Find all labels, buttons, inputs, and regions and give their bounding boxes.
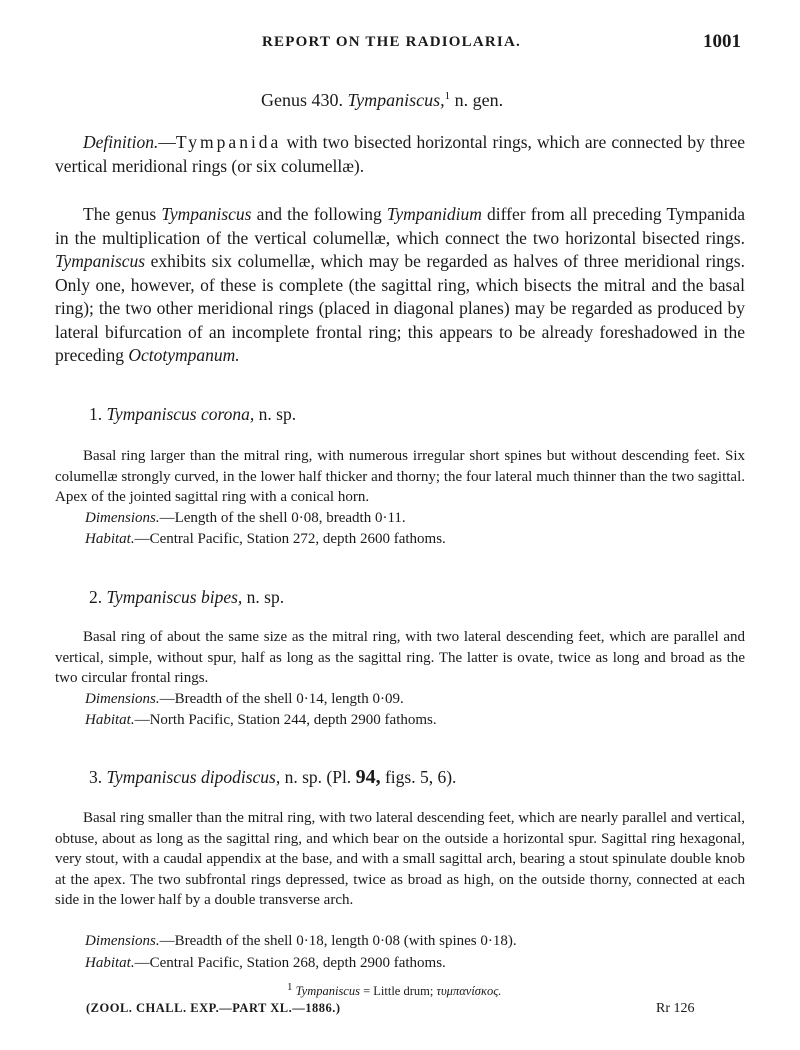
species-2-dimensions-label: Dimensions. [85, 691, 160, 707]
species-2-heading [89, 587, 284, 608]
species-2-dimensions-value: —Breadth of the shell 0·14, length 0·09. [159, 691, 404, 707]
species-1-name: Tympaniscus corona, [106, 404, 255, 424]
genus-prefix: Genus 430. [261, 90, 343, 110]
definition-paragraph [55, 131, 745, 178]
intro-text-1: The genus [83, 204, 162, 224]
footnote-mark: 1 [287, 980, 293, 993]
footnote [287, 980, 502, 999]
page-number: 1001 [703, 31, 741, 52]
species-2-number: 2. [89, 587, 103, 607]
species-2-habitat-value: —North Pacific, Station 244, depth 2900 fathoms. [134, 712, 437, 728]
definition-label: Definition. [83, 132, 159, 152]
species-2-description: Basal ring of about the same size as the mitral ring, with two lateral descending feet, which are parallel and vertical, simple, without spur, half as long as the sagittal ring. The latter is ovate, twice as long and broad as the two circular frontal rings. [55, 629, 745, 686]
species-3-habitat-label: Habitat. [85, 955, 135, 971]
species-1-heading [89, 404, 296, 425]
species-2-dimensions [85, 691, 404, 708]
intro-italic-1: Tympaniscus [161, 204, 252, 224]
intro-italic-3: Tympaniscus [55, 251, 146, 271]
species-3-figs: figs. 5, 6). [384, 767, 457, 787]
intro-paragraph [55, 203, 745, 368]
intro-text-4: exhibits six columellæ, which may be regarded as halves of three meridional rings. Only one, however, of these is complete (the sagittal ring, which bisects the mitral and the basal ring); the two other meridional rings (placed in diagonal planes) may be regarded as produced by lateral bifurcation of an incomplete frontal ring; this appears to be already foreshadowed in the preceding [55, 251, 745, 365]
definition-group: Tympanida [175, 132, 282, 152]
genus-footnote-mark: 1 [444, 90, 451, 102]
species-3-description: Basal ring smaller than the mitral ring, with two lateral descending feet, which are nearly parallel and vertical, obtuse, about as long as the sagittal ring, and which bear on the outside a horizontal spur. Sagittal ring hexagonal, very stout, with a caudal appendix at the base, and with a small sagittal arch, bearing a stout spinulate double knob at the apex. The two subfrontal rings depressed, twice as broad as high, on the outside thorny, connected at each side in the lower half by a double transverse arch. [55, 810, 745, 908]
intro-italic-2: Tympanidium [386, 204, 482, 224]
definition-dash: — [158, 132, 176, 152]
species-1-dimensions-value: —Length of the shell 0·08, breadth 0·11. [159, 510, 406, 526]
footnote-term: Tympaniscus [295, 984, 360, 998]
species-3-heading [89, 766, 456, 789]
species-3-dimensions-label: Dimensions. [85, 933, 160, 949]
species-3-plate: 94, [355, 766, 381, 788]
species-3-number: 3. [89, 767, 103, 787]
species-1-habitat [85, 531, 446, 548]
genus-name: Tympaniscus, [347, 90, 445, 110]
footnote-text: = Little drum; [359, 984, 437, 998]
imprint-line: (ZOOL. CHALL. EXP.—PART XL.—1886.) [86, 1001, 341, 1015]
species-3-dimensions-value: —Breadth of the shell 0·18, length 0·08 (with spines 0·18). [159, 933, 517, 949]
signature-mark: Rr 126 [656, 1001, 695, 1016]
species-1-dimensions-label: Dimensions. [85, 510, 160, 526]
species-2-name: Tympaniscus bipes, [106, 587, 243, 607]
species-2-habitat-label: Habitat. [85, 712, 135, 728]
running-title: REPORT ON THE RADIOLARIA. [262, 34, 521, 50]
species-1-dimensions [85, 510, 406, 527]
intro-italic-4: Octotympanum. [128, 345, 240, 365]
species-3-name: Tympaniscus dipodiscus, [106, 767, 281, 787]
species-3-suffix: n. sp. (Pl. [284, 767, 352, 787]
species-1-description: Basal ring larger than the mitral ring, with numerous irregular short spines but without descending feet. Six columellæ strongly curved, in the lower half thicker and thorny; the four lateral much thinner than the two sagittal. Apex of the jointed sagittal ring with a conical horn. [55, 448, 745, 505]
species-1-habitat-label: Habitat. [85, 531, 135, 547]
genus-heading [261, 90, 503, 111]
species-3-habitat [85, 955, 446, 972]
species-3-habitat-value: —Central Pacific, Station 268, depth 2900 fathoms. [134, 955, 446, 971]
species-2-habitat [85, 712, 437, 729]
species-1-suffix: n. sp. [258, 404, 297, 424]
intro-text-3: differ from all preceding Tympanida in the multiplication of the vertical columellæ, which connect the two horizontal bisected rings. [55, 204, 745, 248]
genus-suffix: n. gen. [454, 90, 504, 110]
footnote-greek: τυμπανίσκος. [436, 984, 502, 998]
species-1-number: 1. [89, 404, 103, 424]
definition-text: with two bisected horizontal rings, which are connected by three vertical meridional rings (or six columellæ). [55, 132, 745, 176]
species-2-suffix: n. sp. [246, 587, 285, 607]
species-1-habitat-value: —Central Pacific, Station 272, depth 2600 fathoms. [134, 531, 446, 547]
species-3-dimensions [85, 933, 517, 950]
intro-text-2: and the following [251, 204, 387, 224]
